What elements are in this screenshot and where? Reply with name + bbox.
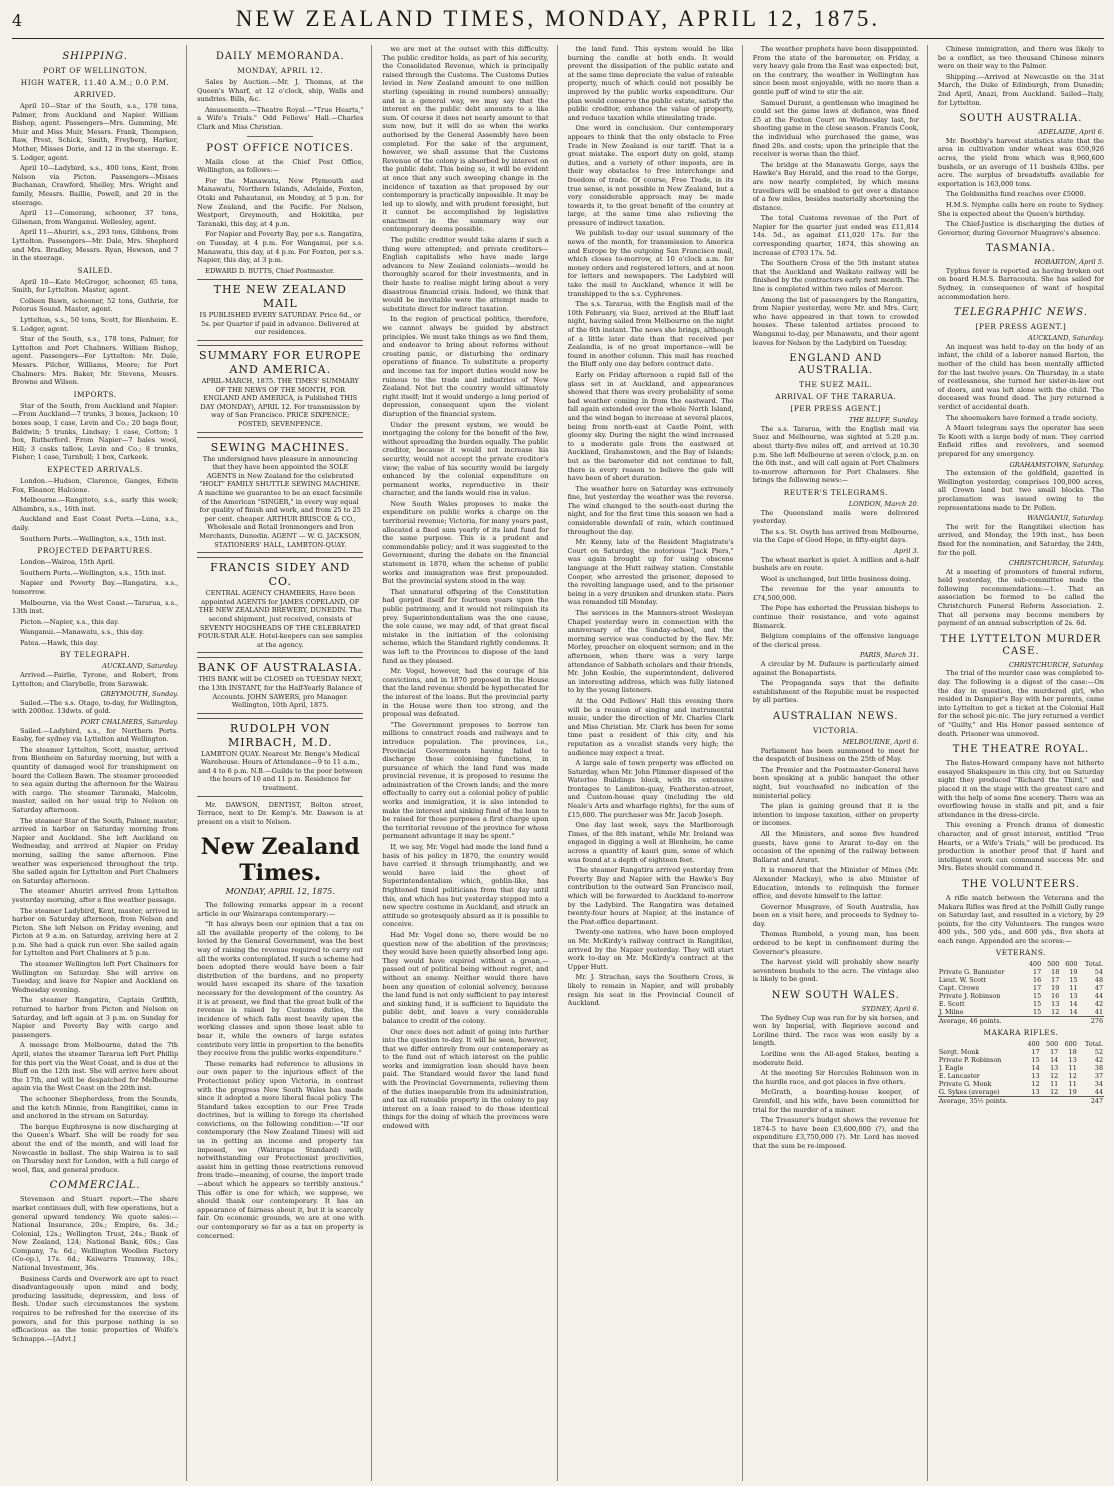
article-paragraph: Chinese immigration, and there was likely to be a conflict, as two thousand Chinese miners were on their way to the Palmer. xyxy=(937,45,1105,71)
score-cell: 54 xyxy=(1094,968,1104,977)
score-row xyxy=(938,968,1104,976)
advertisement xyxy=(197,279,363,341)
section-heading: DAILY MEMORANDA. xyxy=(215,51,345,62)
sub-heading: [PER PRESS AGENT.] xyxy=(975,322,1067,332)
score-cell: Capt. Crowe xyxy=(938,984,980,993)
score-row xyxy=(938,976,1104,984)
article-paragraph: A rifle match between the Veterans and the Makara Rifles was fired at the Polhill Gully range on Saturday last, and resulted in a victory, by 29 points, for the city Volunteers. The ranges were 400 yds., 500 yds., and 600 yds., five shots at each range. Appended are the scores:— xyxy=(937,893,1105,945)
advertisement-headline: RUDOLPH VON MIRBACH, M.D. xyxy=(227,721,333,749)
dateline: PORT CHALMERS, Saturday. xyxy=(80,718,179,727)
article-paragraph: The wheat market is quiet. A million and a-half bushels are en route. xyxy=(752,555,919,573)
score-header-cell: Total. xyxy=(1084,1040,1104,1049)
article-paragraph: Colleen Bawn, schooner, 52 tons, Guthrie, for Pelorus Sound. Master, agent. xyxy=(12,296,179,314)
score-cell: 44 xyxy=(1094,992,1104,1001)
article-paragraph: The s.s. Tararua, with the English mail via Suez and Melbourne, was sighted at 5.20 p.m. about thirty-five miles off, and arrived at 10.30 p.m. She left Melbourne at seven o'clock, p.m. on the 6th inst., and will call again at Port Chalmers to-morrow afternoon for Port Chalmers. She brings the following news:— xyxy=(752,424,919,485)
article-paragraph: Business Cards and Overwork are apt to react disadvantageously upon mind and body, producing lassitude, depression, and loss of flesh. Under such circumstances the system requires to be refreshed for the exercise of its powers, and for this purpose nothing is so efficacious as the tonic properties of Wolfe's Schnapps.—[Advt.] xyxy=(12,1274,179,1343)
article-paragraph: McGrath, a boarding-house keeper, of Grenfell, and his wife, have been committed for trial for the murder of a miner. xyxy=(752,1088,919,1114)
dateline: WANGANUI, Saturday. xyxy=(1027,514,1105,523)
sub-heading: PORT OF WELLINGTON. xyxy=(42,66,148,75)
article-paragraph: We publish to-day our usual summary of the news of the month, for transmission to America and Europe by the outgoing San Francisco mail, which closes to-morrow, at 10 o'clock a.m. for money orders and registered letters, and at noon for letters and newspapers. The Ladybird will take the mail to Auckland, whence it will be transhipped to the s.s. Cyphrenes. xyxy=(567,229,734,298)
score-table xyxy=(938,960,1104,1025)
article-paragraph: H.M.S. Nymphe calls here en route to Sydney. She is expected about the Queen's birthday. xyxy=(937,200,1105,218)
advertisement-headline: SUMMARY FOR EUROPE AND AMERICA. xyxy=(199,349,362,377)
score-header-cell: 400 xyxy=(1027,1040,1040,1049)
advertisement xyxy=(197,557,363,653)
score-cell: 11 xyxy=(1069,984,1078,993)
article-paragraph: The steamer Wellington left Port Chalmers for Wellington on Saturday. She will arrive on Tuesday, and leave for Napier and Auckland on Wednesday evening. xyxy=(12,960,179,994)
section-heading: SOUTH AUSTRALIA. xyxy=(959,113,1083,125)
article-paragraph: Picton.—Napier, s.s., this day. xyxy=(20,617,120,626)
dateline: AUCKLAND, Saturday. xyxy=(1027,334,1105,343)
article-paragraph: The Bates-Howard company have not hitherto essayed Shakspeare in this city, but on Saturday night they produced "Richard the Third," and placed it on the stage with the greatest care and with the help of some fine scenery. There was an overflowing house in stalls and pit, and a fair attendance in the dress-circle. xyxy=(937,759,1105,819)
advertisement-body: IS PUBLISHED EVERY SATURDAY. Price 6d., or 5s. per Quarter if paid in advance. Delivered at our residences. xyxy=(199,311,362,337)
sub-heading: IMPORTS. xyxy=(73,389,117,399)
article-paragraph: Shipping.—Arrived at Newcastle on the 31st March, the Duke of Edinburgh, from Dunedin; 2nd April, Anazi, from Auckland. Sailed—Italy, for Lyttelton. xyxy=(937,72,1105,107)
article-paragraph: the land fund. This system would be like burning the candle at both ends. It would prevent the dissipation of the public estate and at the same time depreciate the value of rateable property, much of which could not possibly be improved by the public works expenditure. Our plan would conserve the public estate, satisfy the public creditor, enhance the value of property, and reduce taxation while stimulating trade. xyxy=(567,45,734,122)
score-cell: 19 xyxy=(1068,1088,1077,1097)
article-paragraph: The revenue for the year amounts to £74,500,000. xyxy=(752,585,919,602)
article-paragraph: Wool is unchanged, but little business doing. xyxy=(760,574,911,583)
score-header-row xyxy=(938,960,1104,968)
score-cell: 11 xyxy=(1068,1064,1077,1073)
article-paragraph: April 11—Comerang, schooner, 37 tons, Gilsenan, from Wanganui. Wellesley, agent. xyxy=(12,209,179,226)
score-cell: 11 xyxy=(1068,1080,1077,1089)
article-paragraph: The steamer Rangatira arrived yesterday from Poverty Bay and Napier with the Hawke's Bay contribution to the outward San Francisco mail, which will be forwarded to Auckland to-morrow by the Ladybird. The Rangatira was detained twenty-four hours at Napier, at the instance of the Post-office department. xyxy=(567,866,734,926)
article-paragraph: Mr. DAWSON, DENTIST, Bolton street, Terrace, next to Dr. Kemp's. Mr. Dawson is at present on a visit to Nelson. xyxy=(197,800,364,826)
advertisement-body: The undersigned have pleasure in announcing that they have been appointed the SOLE AGENTS in New Zealand for the celebrated "HOLT" FAMILY SHUTTLE SEWING MACHINE. A machine we guarantee to be an exact facsimile of the American "SINGER," in every way equal for quality of finish and work, and from 25 to 25 per cent. cheaper. ARTHUR BRISCOE & CO., Wholesale and Retail Ironmongers and Iron Merchants, Dunedin. AGENT — W. G. JACKSON, STATIONERS' HALL, LAMBTON-QUAY. xyxy=(198,454,363,549)
sub-heading: SAILED. xyxy=(77,265,113,275)
score-cell: 12 xyxy=(1051,1008,1060,1017)
score-total: 247 xyxy=(1078,1097,1104,1106)
article-paragraph: The Treasurer's budget shows the revenue for 1874-5 to have been £3,600,000 (?), and the expenditure £3,750,000 (?). Mr. Lord has moved that the sum be re-imposed. xyxy=(752,1116,919,1150)
score-cell: Private J. Robinson xyxy=(938,992,1001,1001)
article-paragraph: A Maori telegram says the operator has seen Te Kooti with a large body of men. They carried Enfield rifles and revolvers, and seemed prepared for any emergency. xyxy=(937,424,1105,458)
section-heading: SHIPPING. xyxy=(62,51,128,62)
score-cell: 47 xyxy=(1094,984,1104,993)
advertisement-body: LAMBTON QUAY. Nearest Mr. Benge's Medical Warehouse. Hours of Attendance—9 to 11 a.m., and 4 to 6 p.m. N.B.—Guilds to the poor between the hours of 10 and 11 p.m. Residence for treatment. xyxy=(198,749,363,793)
article-paragraph: The steamer Rangatira, Captain Griffith, returned to harbor from Picton and Nelson on Saturday, and left again at 3 p.m. on Sunday for Napier and Poverty Bay with cargo and passengers. xyxy=(12,996,179,1039)
article-paragraph: The weather prophets have been disappointed. From the state of the barometer, on Friday, a very heavy gale from the East was expected; but, on the contrary, the weather in Wellington has since been most enjoyable, with no more than a gentle puff of wind to stir the air. xyxy=(752,45,919,96)
article-paragraph: Napier and Poverty Bay.—Rangatira, s.s., tomorrow. xyxy=(12,579,179,596)
article-paragraph: April 10—Kate McGregor, schooner, 65 tons, Smith, for Lyttelton. Master, agent. xyxy=(12,277,179,295)
article-paragraph: The steamer Lyttelton, Scott, master, arrived from Blenheim on Saturday morning, but with a quantity of damaged wool for transhipment on board the Colleen Bawn. The steamer proceeded to sea again during the afternoon for the Wairau with cargo. The steamer Taranaki, Malcolm, master, sailed on her usual trip to Nelson on Saturday afternoon. xyxy=(12,745,179,814)
score-average: Average, 35½ points. xyxy=(938,1097,1078,1106)
article-paragraph: London—Wairoa, 15th April. xyxy=(20,558,115,567)
score-cell: 37 xyxy=(1094,1072,1104,1081)
score-cell: 15 xyxy=(1031,1056,1040,1065)
section-heading: TASMANIA. xyxy=(986,243,1056,255)
article-paragraph: Governor Musgrave, of South Australia, has been on a visit here, and proceeds to Sydney to-day. xyxy=(752,902,919,928)
article-paragraph: Under the present system, we would be mortgaging the colony for the benefit of the few, without spreading the burden equally. The public creditor, because it would not increase his security, would not accept the private creditor's view; the value of his security would be largely enhanced by the colonial expenditure on permanent works, reproductive in their character, and the lands would rise in value. xyxy=(382,420,549,498)
sub-heading: BY TELEGRAPH. xyxy=(59,650,131,660)
article-paragraph: Mr. Boothby's harvest statistics state that the area in cultivation under wheat was 659,926 acres, the yield from which was 8,960,600 bushels, or an average of 11 bushels 43lbs. per acre. The surplus of breadstuffs available for exportation is 163,000 tons. xyxy=(937,136,1105,188)
article-paragraph: The services in the Manners-street Wesleyan Chapel yesterday were in connection with the anniversary of the Sunday-school, and the morning service was conducted by the Rev. Mr. Morley, preacher on eloquent sermon; and in the afternoon, when there was a very large attendance of Sabbath scholars and their friends, Mr. John Kosbie, the superintendent, delivered an interesting address, which was fully listened to by the young listeners. xyxy=(567,609,734,695)
score-cell: 17 xyxy=(1033,968,1042,977)
article-paragraph: Thomas Rumbold, a young man, has been ordered to be kept in confinement during the Governor's pleasure. xyxy=(752,930,919,956)
score-table-block xyxy=(938,1028,1104,1105)
score-cell: E. Scott xyxy=(938,1000,965,1009)
article-paragraph: we are met at the outset with this difficulty. The public creditor holds, as part of his security, the Consolidated Revenue, which is principally raised through the Customs. The Customs Duties levied in New Zealand amount to one million sterling (speaking in round numbers) annually; and in a general way, we may say that the interest on the public debt amounts to a like sum. Of course it does not nearly amount to that sum now, but it will do so when the works authorised by the General Assembly have been completed. For the sake of the argument, however, we shall assume that the Customs Revenue of the colony is absorbed by interest on the public debt. This being so, it will be evident at once that any such sweeping change in the incidence of taxation as that proposed by our contemporary is practically impossible. It may be led up to slowly, and with prudent foresight, but it cannot be accomplished by legislative enactment in the summary way our contemporary deems possible. xyxy=(382,45,549,234)
score-cell: Private G. Monk xyxy=(938,1080,992,1089)
advertisement xyxy=(197,345,363,433)
article-paragraph: These remarks had reference to allusions in our own paper to the injurious effect of the Protectionist policy upon Victoria, in contrast with the progress New South Wales has made since it adopted a more liberal fiscal policy. The Standard takes exception to our Free Trade doctrines, but is willing to forego its cherished convictions, on the following condition:—"If our contemporary (the New Zealand Times) will aid us in getting an income and property tax imposed, we (Wairarapa Standard) will, notwithstanding our Protectionist proclivities, assist him in getting those restrictions removed from trade—meaning, of course, the import trade—about which he appears so terribly anxious." This offer is one for which, we suppose, we should thank our contemporary. It has an appearance of fairness about it, but it is scarcely fair. On economic grounds, we are at one with our contemporary so far as a tax on property is concerned. xyxy=(197,1059,364,1240)
column-5 xyxy=(753,45,928,1481)
score-cell: 38 xyxy=(1094,1064,1104,1073)
section-heading: COMMERCIAL. xyxy=(49,1180,141,1192)
article-paragraph: One day last week, says the Marlborough Times, of the 8th instant, while Mr. Ireland was engaged in digging a well at Blenheim, he came across a quantity of kauri gum, some of which was found at a depth of eighteen feet. xyxy=(567,821,734,864)
score-cell: 19 xyxy=(1069,968,1078,977)
dateline: GRAHAMSTOWN, Saturday. xyxy=(1009,460,1105,469)
score-header-cell: 500 xyxy=(1046,1040,1059,1049)
score-cell: 17 xyxy=(1031,1048,1040,1057)
advertisement-headline: SEWING MACHINES. xyxy=(210,440,350,454)
article-paragraph: Sales by Auction.—Mr. J. Thomas, at the Queen's Wharf, at 12 o'clock, ship, Walls and sundries. Bills, &c. xyxy=(197,78,364,104)
score-cell: 12 xyxy=(1031,1080,1040,1089)
score-cell: 17 xyxy=(1051,976,1060,985)
article-paragraph: Amusements.—Theatre Royal.—"True Hearts," a Wife's Trials." Odd Fellows' Hall.—Charles Clark and Miss Christian. xyxy=(197,105,364,131)
section-heading: TELEGRAPHIC NEWS. xyxy=(954,307,1088,319)
dateline: HOBARTON, April 5. xyxy=(1034,258,1105,267)
article-paragraph: Sailed.—Ladybird, s.s., for Northern Ports. Easby, for sydney via Lyttelton and Wellington. xyxy=(12,726,179,744)
score-row xyxy=(938,1072,1104,1080)
sub-heading: ARRIVAL OF THE TARARUA. xyxy=(775,392,897,402)
newspaper-title: NEW ZEALAND TIMES, MONDAY, APRIL 12, 1875. xyxy=(235,6,881,31)
article-paragraph: The steamer Ladybird, Kent, master, arrived in harbor on Saturday afternoon, from Nelson and Picton. She left Nelson on Friday evening, and Picton at 9 a.m. on Saturday, arriving here at 2 p.m. She had a quick run over. She sailed again for Lyttelton and Port Chalmers at 5 p.m. xyxy=(12,906,179,958)
article-paragraph: Samuel Durant, a gentleman who imagined he could set the game laws at defiance, was fined £5 at the Foxton Court on Wednesday last, for shooting game in the close season. Francis Cook, the individual who purchased the game, was fined 20s. and costs; upon the principle that the receiver is worse than the thief. xyxy=(752,98,919,159)
score-row xyxy=(938,1008,1104,1017)
score-table xyxy=(938,1040,1104,1105)
article-paragraph: The Premier and the Postmaster-General have been speaking at a public banquet the other night, but vouchsafed no indication of the ministerial policy. xyxy=(752,765,919,800)
article-paragraph: Belgium complains of the offensive language of the clerical press. xyxy=(752,632,919,649)
article-paragraph: Patea.—Hawk, this day. xyxy=(20,638,99,647)
score-cell: 13 xyxy=(1051,1000,1060,1009)
section-heading: AUSTRALIAN NEWS. xyxy=(772,711,899,722)
dateline: AUCKLAND, Saturday. xyxy=(102,662,179,671)
score-cell: J. Milne xyxy=(938,1008,964,1017)
score-header-cell xyxy=(938,960,1024,968)
score-header-cell: Total. xyxy=(1084,960,1104,969)
masthead-rule xyxy=(12,38,1104,39)
article-paragraph: At the meeting Sir Hercules Robinson won in the hurdle race, and got places in five others. xyxy=(752,1069,919,1086)
article-paragraph: Our once does not admit of going into further into the question to-day. It will be seen, however, that we differ entirely from our contemporary as to the fund out of which interest on the public works and immigration loan should have been paid. The Standard would favor the land fund with the Provincial Governments, relieving them of the duties inseparable from its administration, and tax all rateable property in the colony to pay interest on a loan raised to do those identical things for the doing of which the provinces were endowed with xyxy=(382,1027,549,1131)
article-paragraph: "It has always been our opinion that a tax on all the available property of the colony, to be levied by the General Government, was the best way of raising the revenue required to carry out all the works contemplated. If such a scheme had been adopted there would have been a fair distribution of the burdens, and no property would have escaped its share of the taxation necessary for the development of the country. As it is at present, we find that the great bulk of the revenue is raised by Customs duties, the incidence of which falls most heavily upon the working classes and upon those least able to bear it, while the owners of large estates contribute very little in proportion to the benefits they receive from the public works expenditure." xyxy=(197,920,364,1058)
advertisement-body: APRIL-MARCH, 1875. THE TIMES' SUMMARY OF THE NEWS OF THE MONTH, FOR ENGLAND AND AMERICA, is Published THIS DAY (MONDAY), APRIL 12. For transmission by way of San Francisco. PRICE SIXPENCE; POSTED, SEVENPENCE. xyxy=(200,377,361,429)
article-paragraph: Mr. Kenny, late of the Resident Magistrate's Court on Saturday, the notorious "Jack Piers," was again brought up for using obscene language at the Hutt railway station. Constable Cooper, who arrested the prisoner, deposed to the revolting language used, and to the prisoner being in a very drunken and drunken state. Piers was remanded till Monday. xyxy=(567,538,734,607)
article-paragraph: The steamer Ahuriri arrived from Lyttelton yesterday morning, after a fine weather passage. xyxy=(12,887,179,904)
article-paragraph: A circular by M. Dufaure is particularly aimed against the Bonapartists. xyxy=(752,660,919,677)
article-paragraph: That unnatural offspring of the Constitution had gorged itself for fourteen years upon the public patrimony, and it would not relinquish its prey. Superintendentalism was the one cause, the sole cause, we may add, of that great fiscal mistake in the initiation of the colonising scheme, which the Standard rightly condemns. It was left to the Provinces to dispose of the land fund as they pleased. xyxy=(382,587,549,665)
article-paragraph: Melbourne.—Rangitoto, s.s., early this week; Alhambra, s.s., 16th inst. xyxy=(12,496,179,513)
masthead xyxy=(12,6,1104,36)
score-cell: 13 xyxy=(1031,1072,1040,1081)
score-cell: 15 xyxy=(1069,976,1078,985)
score-header-cell: 600 xyxy=(1065,960,1078,969)
column-1 xyxy=(12,45,187,1481)
article-paragraph: Mr. J. Strachan, says the Southern Cross, is likely to remain in Napier, and will probably resign his seat in the Provincial Council of Auckland. xyxy=(567,973,734,1008)
dateline: April 3. xyxy=(894,546,919,555)
sub-heading: PROJECTED DEPARTURES. xyxy=(37,546,153,556)
score-total-row xyxy=(938,1097,1104,1106)
score-cell: J. Eagle xyxy=(938,1064,964,1073)
score-cell: 13 xyxy=(1031,1088,1040,1097)
sub-heading: ARRIVED. xyxy=(74,90,117,99)
score-header-row xyxy=(938,1040,1104,1048)
article-paragraph: The following remarks appear in a recent article in our Wairarapa contemporary:— xyxy=(197,901,364,918)
article-paragraph: Typhus fever is reported as having broken out on board H.M.S. Barracouta. She has sailed for Sydney, in consequence of want of hospital accommodation here. xyxy=(937,266,1105,301)
article-paragraph: All the Ministers, and some five hundred guests, have gone to Ararat to-day on the occasion of the opening of the railway between Ballarat and Ararat. xyxy=(752,829,919,864)
score-cell: 14 xyxy=(1031,1064,1040,1073)
column-2 xyxy=(197,45,372,1481)
score-row xyxy=(938,1080,1104,1088)
article-paragraph: New South Wales proposes to make the expenditure on public works a charge on the territorial revenue; Victoria, for many years past, allocated a fixed sum yearly of its land fund for the same purpose. This is a prudent and commendable policy; and it was suggested to the Government, during the debate on the financial statement in 1870, when the scheme of public works and immigration was first propounded. But the provincial system stood in the way. xyxy=(382,499,549,586)
score-cell: 16 xyxy=(1051,992,1060,1001)
dateline: MELBOURNE, April 6. xyxy=(842,738,919,746)
dateline: GREYMOUTH, Sunday. xyxy=(100,690,179,699)
score-cell: 12 xyxy=(1050,1072,1059,1081)
article-paragraph: An inquest was held to-day on the body of an infant, the child of a laborer named Barton, the mother of the child has been mentally afflicted for the last twelve years. On Thursday, in a state of restlessness, she turned her sister-in-law out of doors, and was left alone with the child. The deceased was found dead. The jury returned a verdict of accidental death. xyxy=(937,342,1105,411)
article-paragraph: If, we say, Mr. Vogel had made the land fund a basis of his policy in 1870, the country would have carried it through triumphantly, and we would have laid the ghost of Superintendentalism which, goblin-like, has frightened timid politicians from that day until this, and which has but yesterday stepped into a new spectre costume in Auckland, and struck an attitude so grotesquely absurd as it is possible to conceive. xyxy=(382,843,549,929)
newspaper-nameplate: New Zealand Times. xyxy=(200,834,360,887)
article-paragraph: The extension of the goldfield, gazetted in Wellington yesterday, comprises 100,000 acres, all Crown land but two small blocks. The proclamation was issued owing to the representations made to Dr. Pollen. xyxy=(937,469,1105,512)
article-paragraph: Parliament has been summoned to meet for the despatch of business on the 25th of May. xyxy=(752,746,919,764)
score-cell: 14 xyxy=(1050,1056,1059,1065)
article-paragraph: For the Manawatu, New Plymouth and Manawatu, Northern Islands, Adelaide, Foxton, Otaki and Pahautanui, on Monday, at 5 p.m. for New Zealand, and the Pacific. For Nelson, Westport, Greymouth, and Hokitika, per Taranaki, this day, at 4 p.m. xyxy=(197,176,364,228)
dateline: PARIS, March 31. xyxy=(859,651,919,660)
score-header-cell: 400 xyxy=(1028,960,1042,969)
article-paragraph: The steamer Star of the South, Palmer, master, arrived in harbor on Saturday morning from Napier and Auckland. She left Auckland on Wednesday, and arrived at Napier on Friday morning, sailing the same afternoon. Fine weather was experienced throughout the trip. She sailed again for Lyttelton and Port Chalmers on Saturday afternoon. xyxy=(12,816,179,885)
dateline: CHRISTCHURCH, Saturday. xyxy=(1008,660,1105,669)
score-cell: 13 xyxy=(1050,1064,1059,1073)
score-cell: 15 xyxy=(1033,1008,1042,1017)
section-heading: THE VOLUNTEERS. xyxy=(962,878,1080,890)
article-paragraph: Melbourne, via the West Coast.—Tararua, s.s., 13th inst. xyxy=(12,598,179,616)
score-cell: 13 xyxy=(1068,1056,1077,1065)
score-cell: Sergt. Monk xyxy=(938,1048,980,1057)
section-heading: POST OFFICE NOTICES. xyxy=(206,142,355,154)
article-paragraph: Loriline won the All-aged Stakes, beating a moderate field. xyxy=(752,1050,919,1067)
article-paragraph: Southern Ports.—Wellington, s.s., 15th inst. xyxy=(20,568,167,577)
score-header-cell: 600 xyxy=(1064,1040,1077,1049)
advertisement-body: THIS BANK will be CLOSED on TUESDAY NEXT, the 13th INSTANT, for the Half-Yearly Balance of Accounts. JOHN SAWERS, pro Manager. Wellington, 10th April, 1875. xyxy=(198,675,363,710)
column-3 xyxy=(382,45,557,1481)
score-table-block xyxy=(938,948,1104,1025)
dateline: THE BLUFF, Sunday. xyxy=(848,416,919,425)
score-cell: 13 xyxy=(1069,992,1078,1001)
score-cell: 17 xyxy=(1033,984,1042,993)
article-paragraph: For Napier and Poverty Bay, per s.s. Rangatira, on Tuesday, at 4 p.m. For Wanganui, per s.s. Manawatu, this day, at 4 p.m. For Foxton, per s.s. Napier, this day, at 3 p.m. xyxy=(197,230,364,265)
article-paragraph: Early on Friday afternoon a rapid fall of the glass set in at Auckland, and appearances showed that there was every probability of some bad weather coming in from the eastward. The fall again extended over the whole North Island, and the wind began to increase at several places, being from north-east at Castle Point, with gloomy sky. During the night the wind increased to a moderate gale from the eastward at Auckland, Grahamstown, and the Bay of Islands; but as the barometer did not continue to fall, there is every reason to believe the gale will have been of short duration. xyxy=(567,370,734,483)
article-paragraph: The bridge at the Manawatu Gorge, says the Hawke's Bay Herald, and the road to the Gorge, are now nearly completed, by which means travellers will be enabled to get over a distance of a few miles, besides materially shortening the distance. xyxy=(752,160,919,212)
score-cell: 52 xyxy=(1094,1048,1104,1057)
article-paragraph: At the Odd Fellows' Hall this evening there will be a reunion of singing and instrumental music, under the direction of Mr. Charles Clark and Miss Christian. Mr. Clark has been for some time past a resident of this city, and his reputation as a vocalist stands very high; the audience may expect a treat. xyxy=(567,696,734,757)
score-total-row xyxy=(938,1017,1104,1026)
dateline: CHRISTCHURCH, Saturday. xyxy=(1008,559,1105,568)
score-row xyxy=(938,1088,1104,1097)
score-row xyxy=(938,984,1104,992)
section-heading: NEW SOUTH WALES. xyxy=(771,990,900,1002)
score-cell: Private P. Robinson xyxy=(938,1056,1002,1065)
article-paragraph: Star of the South, from Auckland and Napier:—From Auckland—7 trunks, 3 boxes, Jackson; 10 boxes soap, 1 case, Levin and Co.; 20 bags flour, Baldwin; 5 trunks, Lindsay; 1 case, Cotton; 1 box, Rutherford. From Napier—7 bales wool, Hill; 3 casks tallow, Levin and Co.; 8 trunks, Fisher; 1 case, Turnbull; 1 box, Carkeek. xyxy=(12,401,179,462)
article-paragraph: The plan is gaining ground that it is the intention to impose taxation, either on property or incomes. xyxy=(752,802,919,828)
score-cell: 12 xyxy=(1050,1088,1059,1097)
column-4 xyxy=(568,45,743,1481)
sub-heading: VICTORIA. xyxy=(812,726,859,735)
sub-heading: [PER PRESS AGENT.] xyxy=(790,404,882,414)
article-paragraph: The Southern Cross of the 5th instant states that the Auckland and Waikato railway will be finished by the contractors early next month. The line is completed within two miles of Mercer. xyxy=(752,259,919,294)
score-row xyxy=(938,1000,1104,1008)
score-cell: G. Sykes (average) xyxy=(938,1088,1000,1097)
score-cell: 17 xyxy=(1050,1048,1059,1057)
article-paragraph: Southern Ports.—Wellington, s.s., 15th inst. xyxy=(20,534,167,543)
score-header-cell: 500 xyxy=(1047,960,1060,969)
sub-heading: HIGH WATER, 11.40 A.M.; 0.0 P.M. xyxy=(20,78,170,87)
advertisement-headline: BANK OF AUSTRALASIA. xyxy=(198,661,363,675)
section-divider xyxy=(247,136,313,137)
article-paragraph: "The Government proposes to borrow ten millions to construct roads and railways and to introduce population. The provinces, i.e., Provincial Governments having failed to discharge those colonising functions, in pursuance of which the land fund was made provincial revenue, it is proposed to resume the administration of the Crown lands; and the more effectually to carry out a colonial policy of public works and immigration, it is also intended to make the interest and sinking fund of the loan to be raised for those purposes a first charge upon the territorial revenue of the province for whose permanent advantage it may be spent." xyxy=(382,720,549,841)
score-cell: Lieut. W. Scott xyxy=(938,976,987,985)
sub-heading: EXPECTED ARRIVALS. xyxy=(47,464,144,474)
article-paragraph: It is rumored that the Minister of Mines (Mr. Alexander Mackay), who is also Minister of Education, intends to relinquish the former office, and devote himself to the latter. xyxy=(752,866,919,901)
score-cell: 18 xyxy=(1068,1048,1077,1057)
score-cell: 14 xyxy=(1069,1000,1078,1009)
page-number: 4 xyxy=(12,11,23,30)
dateline: SYDNEY, April 6. xyxy=(861,1005,919,1014)
column-container xyxy=(12,45,1104,1481)
score-cell: 16 xyxy=(1033,976,1042,985)
section-heading: THE LYTTELTON MURDER CASE. xyxy=(940,633,1102,657)
score-cell: 44 xyxy=(1094,1088,1104,1097)
score-cell: E. Lancaster xyxy=(938,1072,980,1081)
score-cell: Private G. Bannister xyxy=(938,968,1005,977)
article-paragraph: One word in conclusion. Our contemporary appears to think that the only obstacle to Free Trade in New Zealand is our tariff. That is a great mistake. The export duty on gold, stamp duties, and a variety of other imposts, are in their way obstacles to free interchange and freedom of trade. Of course, Free Trade, in its true sense, is not possible in New Zealand, but a very considerable approach may be made towards it, to the great benefit of the country at large, at the same time also relieving the pressure of indirect taxation. xyxy=(567,124,734,227)
article-paragraph: Wanganui.—Manawatu, s.s., this day. xyxy=(20,628,145,637)
score-cell: 15 xyxy=(1033,1000,1042,1009)
score-row xyxy=(938,1056,1104,1064)
score-cell: 18 xyxy=(1051,968,1060,977)
section-heading: THE THEATRE ROYAL. xyxy=(952,744,1090,756)
dateline: LONDON, March 20. xyxy=(848,499,919,508)
article-paragraph: Lyttelton, s.s., 50 tons, Scott, for Blenheim. E. S. Lodger, agent. xyxy=(12,316,179,333)
article-paragraph: The total Customs revenue of the Port of Napier for the quarter just ended was £11,814 14s. 5d., as against £11,020 17s. for the corresponding quarter, 1874, this showing an increase of £793 17s. 5d. xyxy=(752,214,919,257)
article-paragraph: The s.s. St. Osyth has arrived from Melbourne, via the Cape of Good Hope, in fifty-eight days. xyxy=(752,527,919,545)
dateline: ADELAIDE, April 6. xyxy=(1038,128,1105,137)
sub-heading: THE SUEZ MAIL. xyxy=(799,380,873,390)
score-cell: 42 xyxy=(1094,1000,1104,1009)
sub-heading: REUTER'S TELEGRAMS. xyxy=(783,487,888,497)
article-paragraph: The Pope has exhorted the Prussian bishops to continue their resistance, and vote against Bismarck. xyxy=(752,604,919,630)
article-paragraph: Stevenson and Stuart report:—The share market continues dull, with few operations, but a general upward tendency. We quote sales:—National Insurance, 20s.; Empire, 6s. 3d.; Colonial, 12s.; Wellington Trust, 24s.; Bank of New Zealand, 124; National Bank, 60s.; Gas Company, 7s. 6d.; Wellington Woollen Factory (Co-op.), 17s. 6d.; Kaiwarra Tramway, 10s.; National Investment, 36s. xyxy=(12,1195,179,1273)
team-name: MAKARA RIFLES. xyxy=(983,1028,1059,1038)
article-paragraph: Mr. Vogel, however, had the courage of his convictions, and in 1870 proposed in the House that the land revenue should be hypothecated for the interest of the loans. But the provincial party in the House were then too strong, and the proposal was defeated. xyxy=(382,667,549,719)
score-average: Average, 46 points. xyxy=(938,1017,1079,1026)
advertisement xyxy=(197,718,363,797)
article-paragraph: The Goldsmiths fund reaches over £5000. xyxy=(945,190,1086,199)
article-paragraph: April 10—Star of the South, s.s., 178 tons, Palmer, from Auckland and Napier. William Bishop, agent. Passengers—Mrs. Gumming, Mr. Muir and Miss Muir, Messrs. Frank, Thompson, Raw, Prest, Schick, Smith, Freyberg, Harker, Mother, Misses Dorie, and 12 in the steerage. E. S. Lodger, agent. xyxy=(12,102,179,162)
article-paragraph: Had Mr. Vogel done so, there would be no question now of the abolition of the provinces; they would have been quietly absorbed long ago. They would have expired without a groan,—passed out of political being without regret, and without an enemy. Neither would there have been any question of colonial solvency, because the land fund is not only sufficient to pay interest and sinking fund, it is sufficient to liquidate the public debt, and leave a very considerable balance to credit of the colony. xyxy=(382,930,549,1025)
article-paragraph: Twenty-one natives, who have been employed on Mr. McKirdy's railway contract in Rangitikei, arrived by the Napier yesterday. They will start work to-day on Mr. McKirdy's contract at the Upper Hutt. xyxy=(567,928,734,971)
article-paragraph: A large sale of town property was effected on Saturday, when Mr. John Plimmer disposed of the Waterloo Buildings block, with its extensive frontages to Lambton-quay, Featherston-street, and Custom-house quay (including the old Neale's Arts and wharfage rights), for the sum of £15,600. The purchaser was Mr. Jacob Joseph. xyxy=(567,759,734,819)
article-paragraph: EDWARD D. BUTTS, Chief Postmaster. xyxy=(205,266,335,275)
article-paragraph: Star of the South, s.s., 178 tons, Palmer, for Lyttelton and Port Chalmers. William Bishop, agent. Passengers—For Lyttelton: Mr. Dale, Messrs. Pilcher, Williams, Moore; for Port Chalmers: Mrs. Baker, Mr. Stevens, Messrs. Browne and Wilson. xyxy=(12,335,179,387)
article-paragraph: The public creditor would take alarm if such a thing were attempted; and private creditors—English capitalists who have made large advances to New Zealand colonists—would be thoroughly scared for their investments, and in their haste to realise might bring about a very disastrous financial crisis. Indeed, we think that would be inevitable were the attempt made to substitute direct for indirect taxation. xyxy=(382,236,549,313)
score-row xyxy=(938,1048,1104,1056)
article-paragraph: Auckland and East Coast Ports.—Luna, s.s., daily. xyxy=(12,515,179,532)
score-cell: 42 xyxy=(1094,1056,1104,1065)
article-paragraph: The Queensland mails were delivered yesterday. xyxy=(752,508,919,526)
score-cell: 14 xyxy=(1069,1008,1078,1017)
score-row xyxy=(938,992,1104,1000)
article-paragraph: The trial of the murder case was completed to-day. The following is a digest of the case:—On the day in question, the murdered girl, who resided in Dampier's Bay with her parents, came into Lyttelton to get a ticket at the Colonial Hall for the school pic-nic. The jury returned a verdict of "Guilty," and His Honor passed sentence of death. Prisoner was unmoved. xyxy=(937,669,1105,738)
article-paragraph: At a meeting of promoters of funeral reform, held yesterday, the sub-committee made the following recommendations:—1. That an association be formed to be called the Christchurch Funeral Reform Association. 2. That all persons may become members by payment of an annual subscription of 2s. 6d. xyxy=(937,567,1105,628)
article-paragraph: The Propaganda says that the definite establishment of the Republic must be respected by all parties. xyxy=(752,679,919,705)
edition-date: MONDAY, APRIL 12, 1875. xyxy=(225,887,335,897)
score-cell: 15 xyxy=(1033,992,1042,1001)
section-heading: ENGLAND AND AUSTRALIA. xyxy=(789,353,883,377)
article-paragraph: A message from Melbourne, dated the 7th April, states the steamer Tararua left Port Phillip for this port via the West Coast, and is due at the Bluff on the 12th inst. She will arrive here about the 17th, and will be despatched for Melbourne again via the West Coast on the 20th inst. xyxy=(12,1041,179,1093)
article-paragraph: The Chief-Justice is discharging the duties of Governor, during Governor Musgrave's absence. xyxy=(937,220,1105,237)
advertisement xyxy=(197,657,363,713)
advertisement xyxy=(197,437,363,554)
column-6 xyxy=(938,45,1104,1481)
score-cell: 34 xyxy=(1094,1080,1104,1089)
advertisement-headline: THE NEW ZEALAND MAIL xyxy=(213,283,347,311)
score-total: 276 xyxy=(1078,1017,1104,1026)
article-paragraph: The Sydney Cup was run for by six horses, and won by Imperial, with Reprieve second and Loriline third. The race was won easily by a length. xyxy=(752,1013,919,1048)
article-paragraph: In the region of practical politics, therefore, we cannot always be guided by abstract principles. We must take things as we find them, and endeavor to bring about reforms without creating panic, or disturbing the ordinary operations of finance. To substitute a property and income tax for import duties would now be ruinous to the trade and industries of New Zealand. Not but the country would ultimately right itself; but it would undergo a long period of depression, consequent upon the violent disruption of the financial system. xyxy=(382,315,549,418)
score-row xyxy=(938,1064,1104,1072)
article-paragraph: The harvest yield will probably show nearly seventeen bushels to the acre. The vintage also is likely to be good. xyxy=(752,958,919,984)
article-paragraph: Sailed.—The s.s. Otago, to-day, for Wellington, with 2000oz. 13dwts. of gold. xyxy=(12,698,179,716)
score-header-cell xyxy=(938,1040,1022,1048)
advertisement-headline: FRANCIS SIDEY AND CO. xyxy=(210,561,351,589)
article-paragraph: The writ for the Rangitikei election has arrived, and Monday, the 19th inst., has been fixed for the nomination, and Saturday, the 24th, for the poll. xyxy=(937,522,1105,557)
score-cell: 48 xyxy=(1094,976,1104,985)
article-paragraph: April 11—Ahuriri, s.s., 293 tons, Gibbons, from Lyttelton. Passengers—Mr. Dale, Mrs. Shepherd and Mrs. Bradley, Messrs. Ryan, Hewson, and 7 in the steerage. xyxy=(12,228,179,263)
article-paragraph: The barque Euphrosyne is now discharging at the Queen's Wharf. She will be ready for sea about the end of the month, and will load for Newcastle in ballast. The ship Wairoa is to sail on Thursday next for London, with a full cargo of wool, flax, and general produce. xyxy=(12,1122,179,1174)
article-paragraph: Mails close at the Chief Post Office, Wellington, as follows:— xyxy=(197,157,364,175)
article-paragraph: London.—Hudson, Clarence, Ganges, Edwin Fox, Eleanor, Halcione. xyxy=(12,476,179,494)
article-paragraph: April 10—Ladybird, s.s., 400 tons, Kent, from Nelson via Picton. Passengers—Misses Buchanan, Crawford, Shelley, Mrs. Wright and family, Messrs. Baillie, Powell, and 20 in the steerage. xyxy=(12,164,179,207)
advertisement-body: CENTRAL AGENCY CHAMBERS, Have been appointed AGENTS for JAMES COPELAND, OF THE NEW ZEALAND BREWERY, DUNEDIN. The second shipment, just received, consists of SEVENTY HOGSHEADS OF THE CELEBRATED FOUR-STAR ALE. Hotel-keepers can see samples at the agency. xyxy=(197,589,363,649)
score-cell: 19 xyxy=(1051,984,1060,993)
article-paragraph: The weather here on Saturday was extremely fine, but yesterday the weather was the reverse. The wind changed to the south-east during the night, and for the first time this season we had a considerable downfall of rain, which continued throughout the day. xyxy=(567,484,734,536)
article-paragraph: The schooner Shepherdess, from the Sounds, and the ketch Minnie, from Rangitikei, came in and anchored in the stream on Saturday. xyxy=(12,1094,179,1121)
article-paragraph: The s.s. Tararua, with the English mail of the 10th February, via Suez, arrived at the Bluff last night, having sailed from Melbourne on the night of the 6th instant. The news she brings, although of a little later date than that received per Zealandia, is of no great importance—will be found in another column. This mail has reached the Bluff only one day before contract date. xyxy=(567,300,734,369)
sub-heading: MONDAY, APRIL 12. xyxy=(237,66,324,75)
article-paragraph: This evening a French drama of domestic character, and of great interest, entitled "True Hearts, or a Wife's Trials," will be produced. Its production is another proof that if hard and intelligent work can command success Mr. and Mrs. Bates should command it. xyxy=(937,821,1105,873)
article-paragraph: Among the list of passengers by the Rangatira, from Napier yesterday, were Mr. and Mrs. Carr, who have appeared in that town to crowded houses. These talented artistes proceed to Wanganui to-day, per Manawatu, and their agent leaves for Nelson by the Ladybird on Tuesday. xyxy=(752,295,919,347)
article-paragraph: Arrived.—Fairlie, Tyrone, and Robert, from Lyttelton; and Clarybelle, from Sarawak. xyxy=(12,671,179,688)
article-paragraph: The shoemakers have formed a trade society. xyxy=(945,413,1098,422)
score-cell: 11 xyxy=(1050,1080,1059,1089)
score-cell: 12 xyxy=(1068,1072,1077,1081)
score-cell: 41 xyxy=(1094,1008,1104,1017)
team-name: VETERANS. xyxy=(995,948,1046,958)
